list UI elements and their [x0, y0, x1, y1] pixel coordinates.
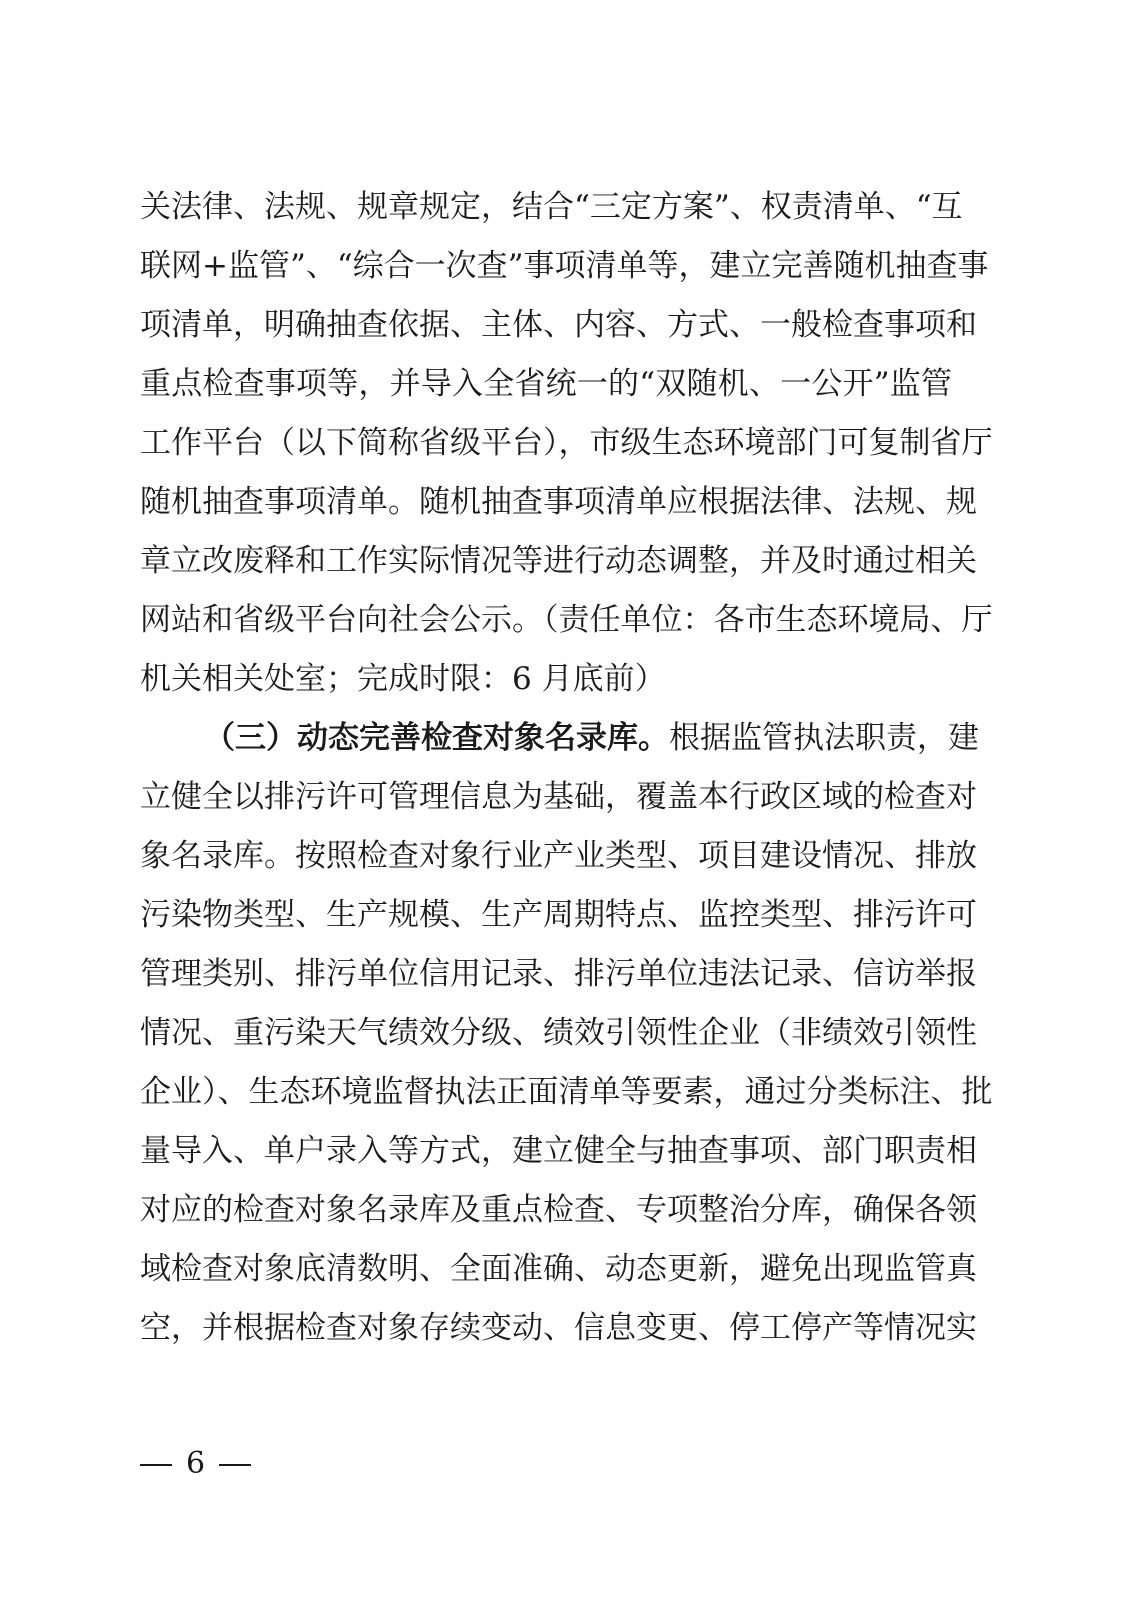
text-line: 立健全以排污许可管理信息为基础，覆盖本行政区域的检查对: [140, 779, 977, 815]
text-line: 空，并根据检查对象存续变动、信息变更、停工停产等情况实: [140, 1310, 977, 1346]
text-line: 量导入、单户录入等方式，建立健全与抽查事项、部门职责相: [140, 1133, 977, 1169]
paragraph-2: [140, 709, 993, 1358]
footer-dash-right: [219, 1464, 251, 1466]
footer-dash-left: [140, 1464, 172, 1466]
text-line: 机关相关处室；完成时限：6 月底前）: [140, 661, 666, 697]
text-line: 对应的检查对象名录库及重点检查、专项整治分库，确保各领: [140, 1192, 977, 1228]
text-line: 网站和省级平台向社会公示。（责任单位：各市生态环境局、厅: [140, 602, 993, 638]
text-line: 重点检查事项等，并导入全省统一的“双随机、一公开”监管: [140, 366, 952, 402]
paragraph-1: [140, 178, 993, 709]
text-line: 象名录库。按照检查对象行业产业类型、项目建设情况、排放: [140, 838, 977, 874]
text-line: 章立改废释和工作实际情况等进行动态调整，并及时通过相关: [140, 543, 977, 579]
page-number: 6: [186, 1446, 206, 1481]
text-line: 工作平台（以下简称省级平台），市级生态环境部门可复制省厅: [140, 425, 993, 461]
section-heading-rest: 根据监管执法职责，建: [669, 720, 979, 756]
section-heading-line: [140, 709, 979, 768]
text-line: 域检查对象底清数明、全面准确、动态更新，避免出现监管真: [140, 1251, 977, 1287]
text-line: 关法律、法规、规章规定，结合“三定方案”、权责清单、“互: [140, 189, 963, 225]
text-line: 管理类别、排污单位信用记录、排污单位违法记录、信访举报: [140, 956, 977, 992]
text-line: 随机抽查事项清单。随机抽查事项清单应根据法律、法规、规: [140, 484, 977, 520]
section-heading: （三）动态完善检查对象名录库。: [204, 720, 669, 756]
text-line: 情况、重污染天气绩效分级、绩效引领性企业（非绩效引领性: [140, 1015, 977, 1051]
document-body: [140, 178, 993, 1358]
text-line: 企业）、生态环境监督执法正面清单等要素，通过分类标注、批: [140, 1074, 993, 1110]
text-line: 污染物类型、生产规模、生产周期特点、监控类型、排污许可: [140, 897, 977, 933]
text-line: 联网+监管”、“综合一次查”事项清单等，建立完善随机抽查事: [140, 248, 989, 284]
page-footer: [140, 1444, 251, 1484]
text-line: 项清单，明确抽查依据、主体、内容、方式、一般检查事项和: [140, 307, 977, 343]
